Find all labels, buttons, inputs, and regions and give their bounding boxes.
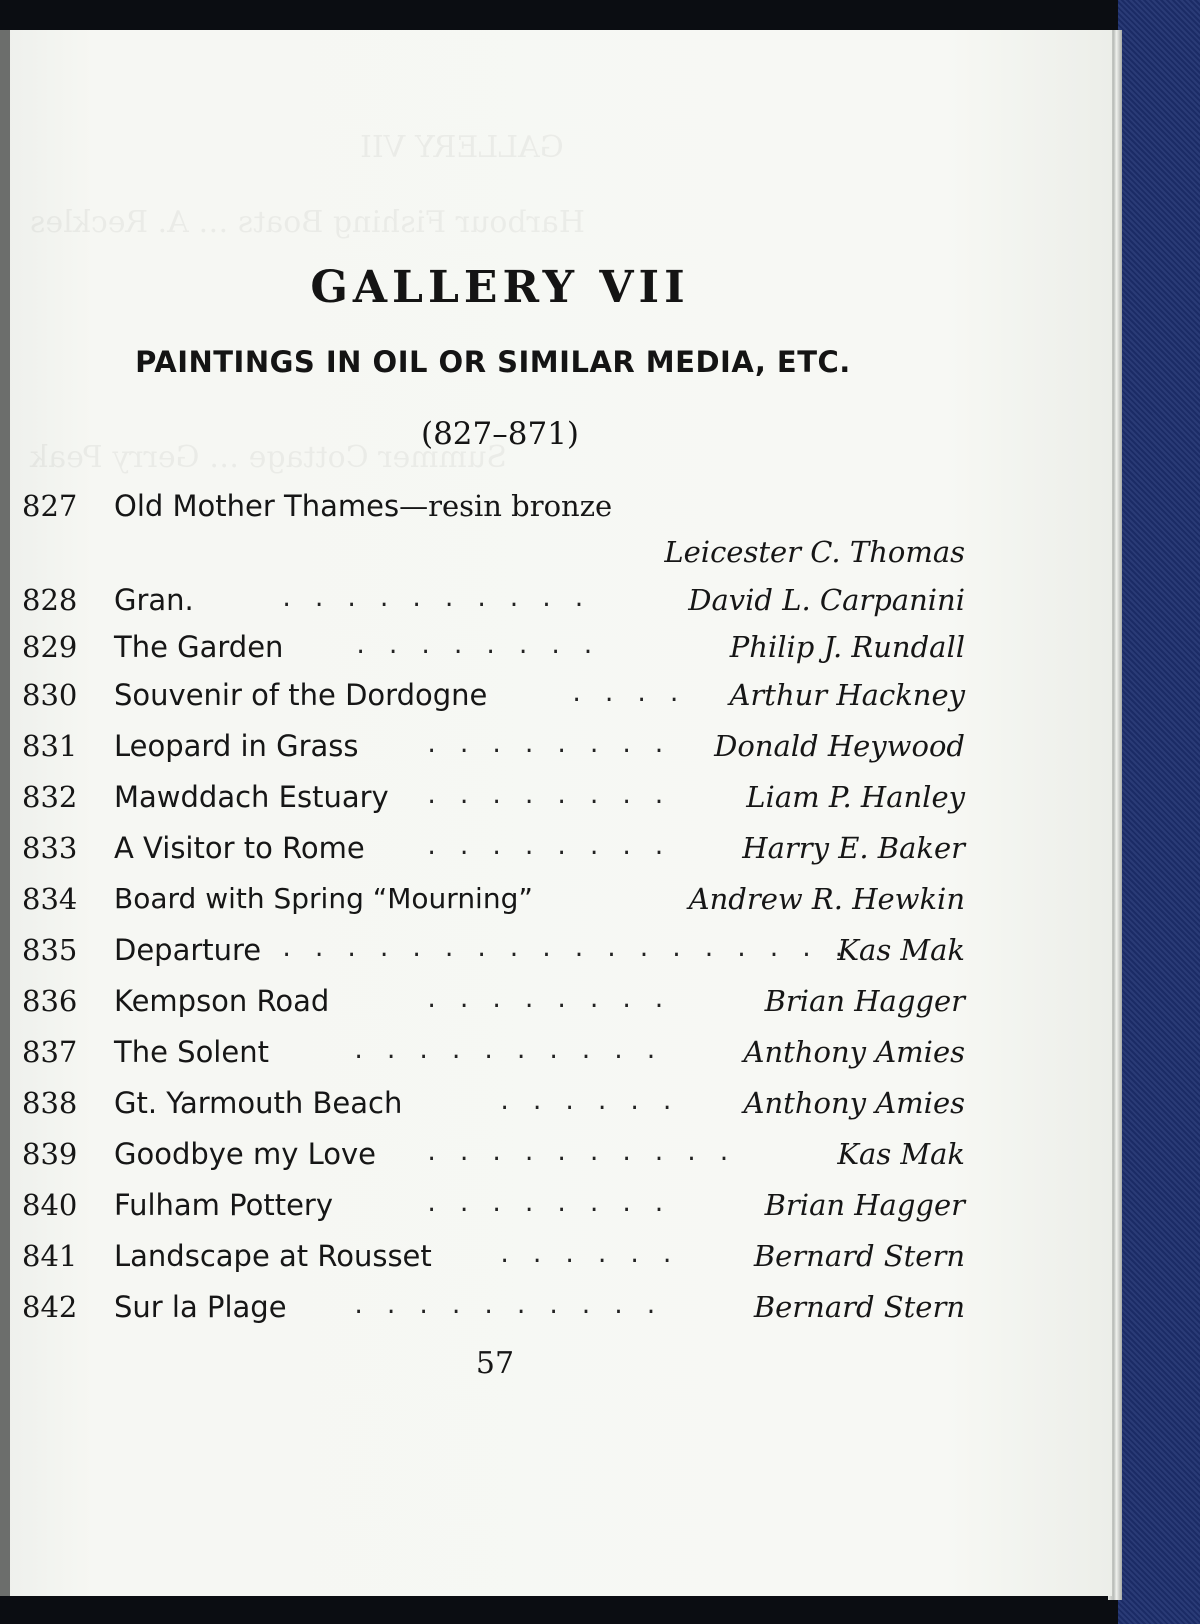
- entry-artist: Liam P. Hanley: [746, 780, 965, 814]
- dot-leader: . . . . . . . .: [354, 634, 598, 659]
- entry-number: 832: [22, 780, 78, 814]
- catalogue-entry: [22, 1030, 965, 1074]
- entry-artist: Arthur Hackney: [729, 678, 965, 712]
- dot-leader: . . . . . . . .: [425, 835, 669, 860]
- entry-artist: Bernard Stern: [753, 1290, 965, 1324]
- page-number: 57: [475, 1346, 515, 1381]
- entry-artist: Anthony Amies: [743, 1035, 965, 1069]
- entry-number: 837: [22, 1035, 78, 1069]
- catalogue-entry: [22, 1285, 965, 1329]
- entry-title: Fulham Pottery: [114, 1188, 334, 1222]
- dot-leader: . . . . . . . .: [425, 988, 669, 1013]
- entry-number: 831: [22, 729, 78, 763]
- catalogue-entry: [22, 928, 965, 972]
- entry-title: Sur la Plage: [114, 1290, 287, 1324]
- entry-artist: Anthony Amies: [743, 1086, 965, 1120]
- bleed-through-text: [30, 205, 585, 240]
- entry-title-text: Old Mother Thames: [114, 489, 400, 523]
- entry-number: 836: [22, 984, 78, 1018]
- entry-artist: Bernard Stern: [753, 1239, 965, 1273]
- gallery-title: GALLERY VII: [310, 262, 690, 313]
- entry-artist: Brian Hagger: [764, 1188, 965, 1222]
- entry-artist: Kas Mak: [837, 933, 965, 967]
- entry-number: 838: [22, 1086, 78, 1120]
- catalogue-entry: [22, 724, 965, 768]
- entry-title: Mawddach Estuary: [114, 780, 389, 814]
- entry-artist: Kas Mak: [837, 1137, 965, 1171]
- entry-artist: Philip J. Rundall: [729, 630, 965, 664]
- catalogue-entry: [22, 775, 965, 819]
- entry-title: Gt. Yarmouth Beach: [114, 1086, 403, 1120]
- entry-title: A Visitor to Rome: [114, 831, 365, 865]
- entry-number: 834: [22, 882, 78, 916]
- entry-title: Leopard in Grass: [114, 729, 359, 763]
- entry-medium: —resin bronze: [399, 489, 613, 523]
- dot-leader: . . . . . . . . . . . . . . . . . .: [280, 937, 849, 962]
- entry-number: 833: [22, 831, 78, 865]
- dot-leader: . . . . . . . .: [425, 1192, 669, 1217]
- entry-title: Kempson Road: [114, 984, 330, 1018]
- bleed-through-text: [360, 130, 564, 165]
- book-cover: [1118, 0, 1200, 1624]
- entry-number: 839: [22, 1137, 78, 1171]
- entry-title: Landscape at Rousset: [114, 1239, 432, 1273]
- entry-number: 828: [22, 583, 78, 617]
- catalogue-entry: [22, 625, 965, 669]
- catalogue-entry-artist-line: [22, 530, 965, 574]
- entry-title: The Garden: [114, 630, 284, 664]
- dot-leader: . . . . . . . . . .: [280, 587, 589, 612]
- catalogue-range: (827–871): [420, 416, 580, 452]
- catalogue-entry: [22, 673, 965, 717]
- entry-title: Departure: [114, 933, 262, 967]
- dot-leader: . . . . . . . .: [425, 784, 669, 809]
- entry-title: Board with Spring “Mourning”: [114, 882, 533, 915]
- catalogue-entry: [22, 484, 965, 528]
- entry-artist: David L. Carpanini: [688, 583, 965, 617]
- catalogue-entry: [22, 1081, 965, 1125]
- entry-artist: Andrew R. Hewkin: [688, 882, 965, 916]
- dot-leader: . . . . . . . . . .: [352, 1294, 661, 1319]
- entry-number: 835: [22, 933, 78, 967]
- entry-number: 842: [22, 1290, 78, 1324]
- entry-title: The Solent: [114, 1035, 269, 1069]
- entry-title: Goodbye my Love: [114, 1137, 377, 1171]
- dot-leader: . . . . . .: [498, 1090, 677, 1115]
- entry-number: 827: [22, 489, 78, 523]
- dot-leader: . . . . . .: [498, 1243, 677, 1268]
- entry-title: Gran.: [114, 583, 194, 617]
- entry-number: 840: [22, 1188, 78, 1222]
- entry-artist: Donald Heywood: [714, 729, 965, 763]
- catalogue-entry: [22, 1183, 965, 1227]
- catalogue-entry: [22, 578, 965, 622]
- entry-artist: Leicester C. Thomas: [664, 535, 965, 569]
- dot-leader: . . . . . . . . . .: [425, 1141, 734, 1166]
- catalogue-entry: [22, 877, 965, 921]
- dot-leader: . . . . . . . .: [425, 733, 669, 758]
- dot-leader: . . . .: [570, 682, 684, 707]
- catalogue-entry: [22, 826, 965, 870]
- entry-number: 841: [22, 1239, 78, 1273]
- catalogue-entry: [22, 1132, 965, 1176]
- catalogue-entry: [22, 1234, 965, 1278]
- entry-artist: Harry E. Baker: [742, 831, 965, 865]
- entry-title: Souvenir of the Dordogne: [114, 678, 488, 712]
- entry-number: 830: [22, 678, 78, 712]
- dot-leader: . . . . . . . . . .: [352, 1039, 661, 1064]
- entry-number: 829: [22, 630, 78, 664]
- entry-title: [114, 484, 612, 528]
- section-subtitle: PAINTINGS IN OIL OR SIMILAR MEDIA, ETC.: [135, 345, 851, 379]
- catalogue-entry: [22, 979, 965, 1023]
- entry-artist: Brian Hagger: [764, 984, 965, 1018]
